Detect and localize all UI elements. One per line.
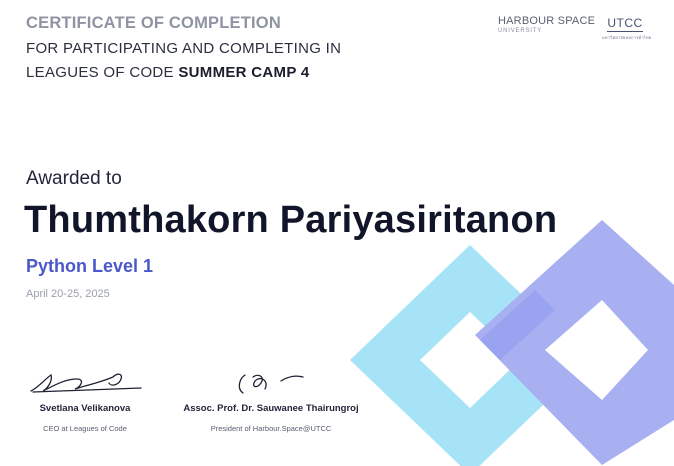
utcc-logo-text: UTCC [607, 16, 643, 30]
certificate-subtitle-line2 [26, 64, 309, 81]
signatory-name: Assoc. Prof. Dr. Sauwanee Thairungroj [183, 403, 359, 414]
utcc-logo-subtext: มหาวิทยาลัยหอการค้าไทย [602, 35, 652, 40]
signature-block-ceo [20, 367, 150, 433]
program-name: LEAGUES OF CODE [26, 64, 179, 81]
course-name: Python Level 1 [26, 256, 154, 276]
recipient-name: Thumthakorn Pariyasiritanon [24, 199, 558, 241]
certificate-title: CERTIFICATE OF COMPLETION [26, 14, 281, 32]
signature-block-president [178, 367, 364, 433]
signatory-role: President of Harbour.Space@UTCC [210, 424, 332, 433]
signatory-role: CEO at Leagues of Code [43, 424, 127, 433]
harbour-space-logo-text: HARBOUR SPACE [498, 15, 596, 27]
harbour-space-logo [498, 15, 595, 34]
harbour-space-logo-subtext: UNIVERSITY [498, 28, 543, 34]
signatory-name: Svetlana Velikanova [39, 403, 131, 414]
handwritten-signature-1 [25, 367, 145, 397]
course-dates: April 20-25, 2025 [26, 288, 110, 300]
utcc-logo [602, 14, 652, 41]
handwritten-signature-2 [211, 367, 331, 397]
awarded-to-label: Awarded to [26, 168, 122, 189]
camp-name: SUMMER CAMP 4 [178, 64, 310, 81]
certificate-subtitle-line1: FOR PARTICIPATING AND COMPLETING IN [26, 40, 342, 57]
